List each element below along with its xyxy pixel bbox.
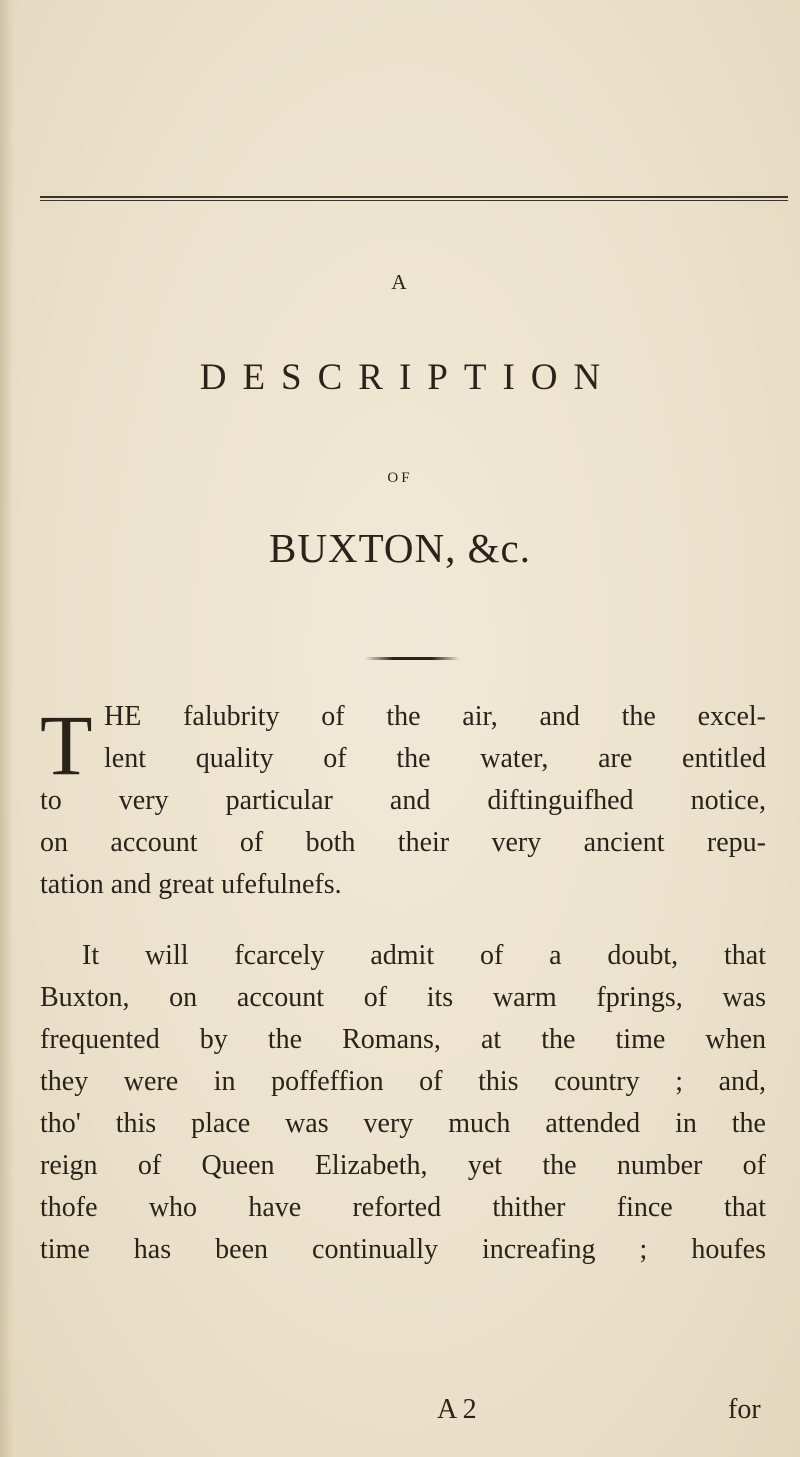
heading-of: OF	[387, 470, 413, 486]
text-line: It will fcarcely admit of a doubt, that	[82, 940, 766, 971]
catchword: for	[728, 1394, 761, 1425]
heading-description: DESCRIPTION	[199, 357, 617, 398]
text-line: Buxton, on account of its warm fprings, was	[40, 982, 766, 1013]
text-line: tho' this place was very much attended in the	[40, 1108, 766, 1139]
drop-cap: T	[40, 697, 93, 793]
ornament-rule	[365, 657, 460, 660]
text-line: on account of both their very ancient repu-	[40, 827, 766, 858]
top-rule	[40, 196, 788, 201]
paragraph-2	[40, 935, 766, 1271]
text-line: HE falubrity of the air, and the excel-	[104, 701, 766, 732]
page-title: BUXTON, &c.	[269, 525, 531, 571]
signature-mark: A 2	[437, 1394, 477, 1425]
text-line: they were in poffeffion of this country ; and,	[40, 1066, 766, 1097]
text-line: to very particular and diftinguifhed notice,	[40, 785, 766, 816]
text-line: reign of Queen Elizabeth, yet the number of	[40, 1150, 766, 1181]
text-line: tation and great ufefulnefs.	[40, 869, 342, 900]
text-line: thofe who have reforted thither fince that	[40, 1192, 766, 1223]
text-line: frequented by the Romans, at the time when	[40, 1024, 766, 1055]
heading-article: A	[391, 270, 409, 294]
text-line: lent quality of the water, are entitled	[104, 743, 766, 774]
page-edge-shadow	[0, 0, 14, 1457]
text-line: time has been continually increafing ; houfes	[40, 1234, 766, 1265]
paragraph-1	[40, 696, 766, 906]
